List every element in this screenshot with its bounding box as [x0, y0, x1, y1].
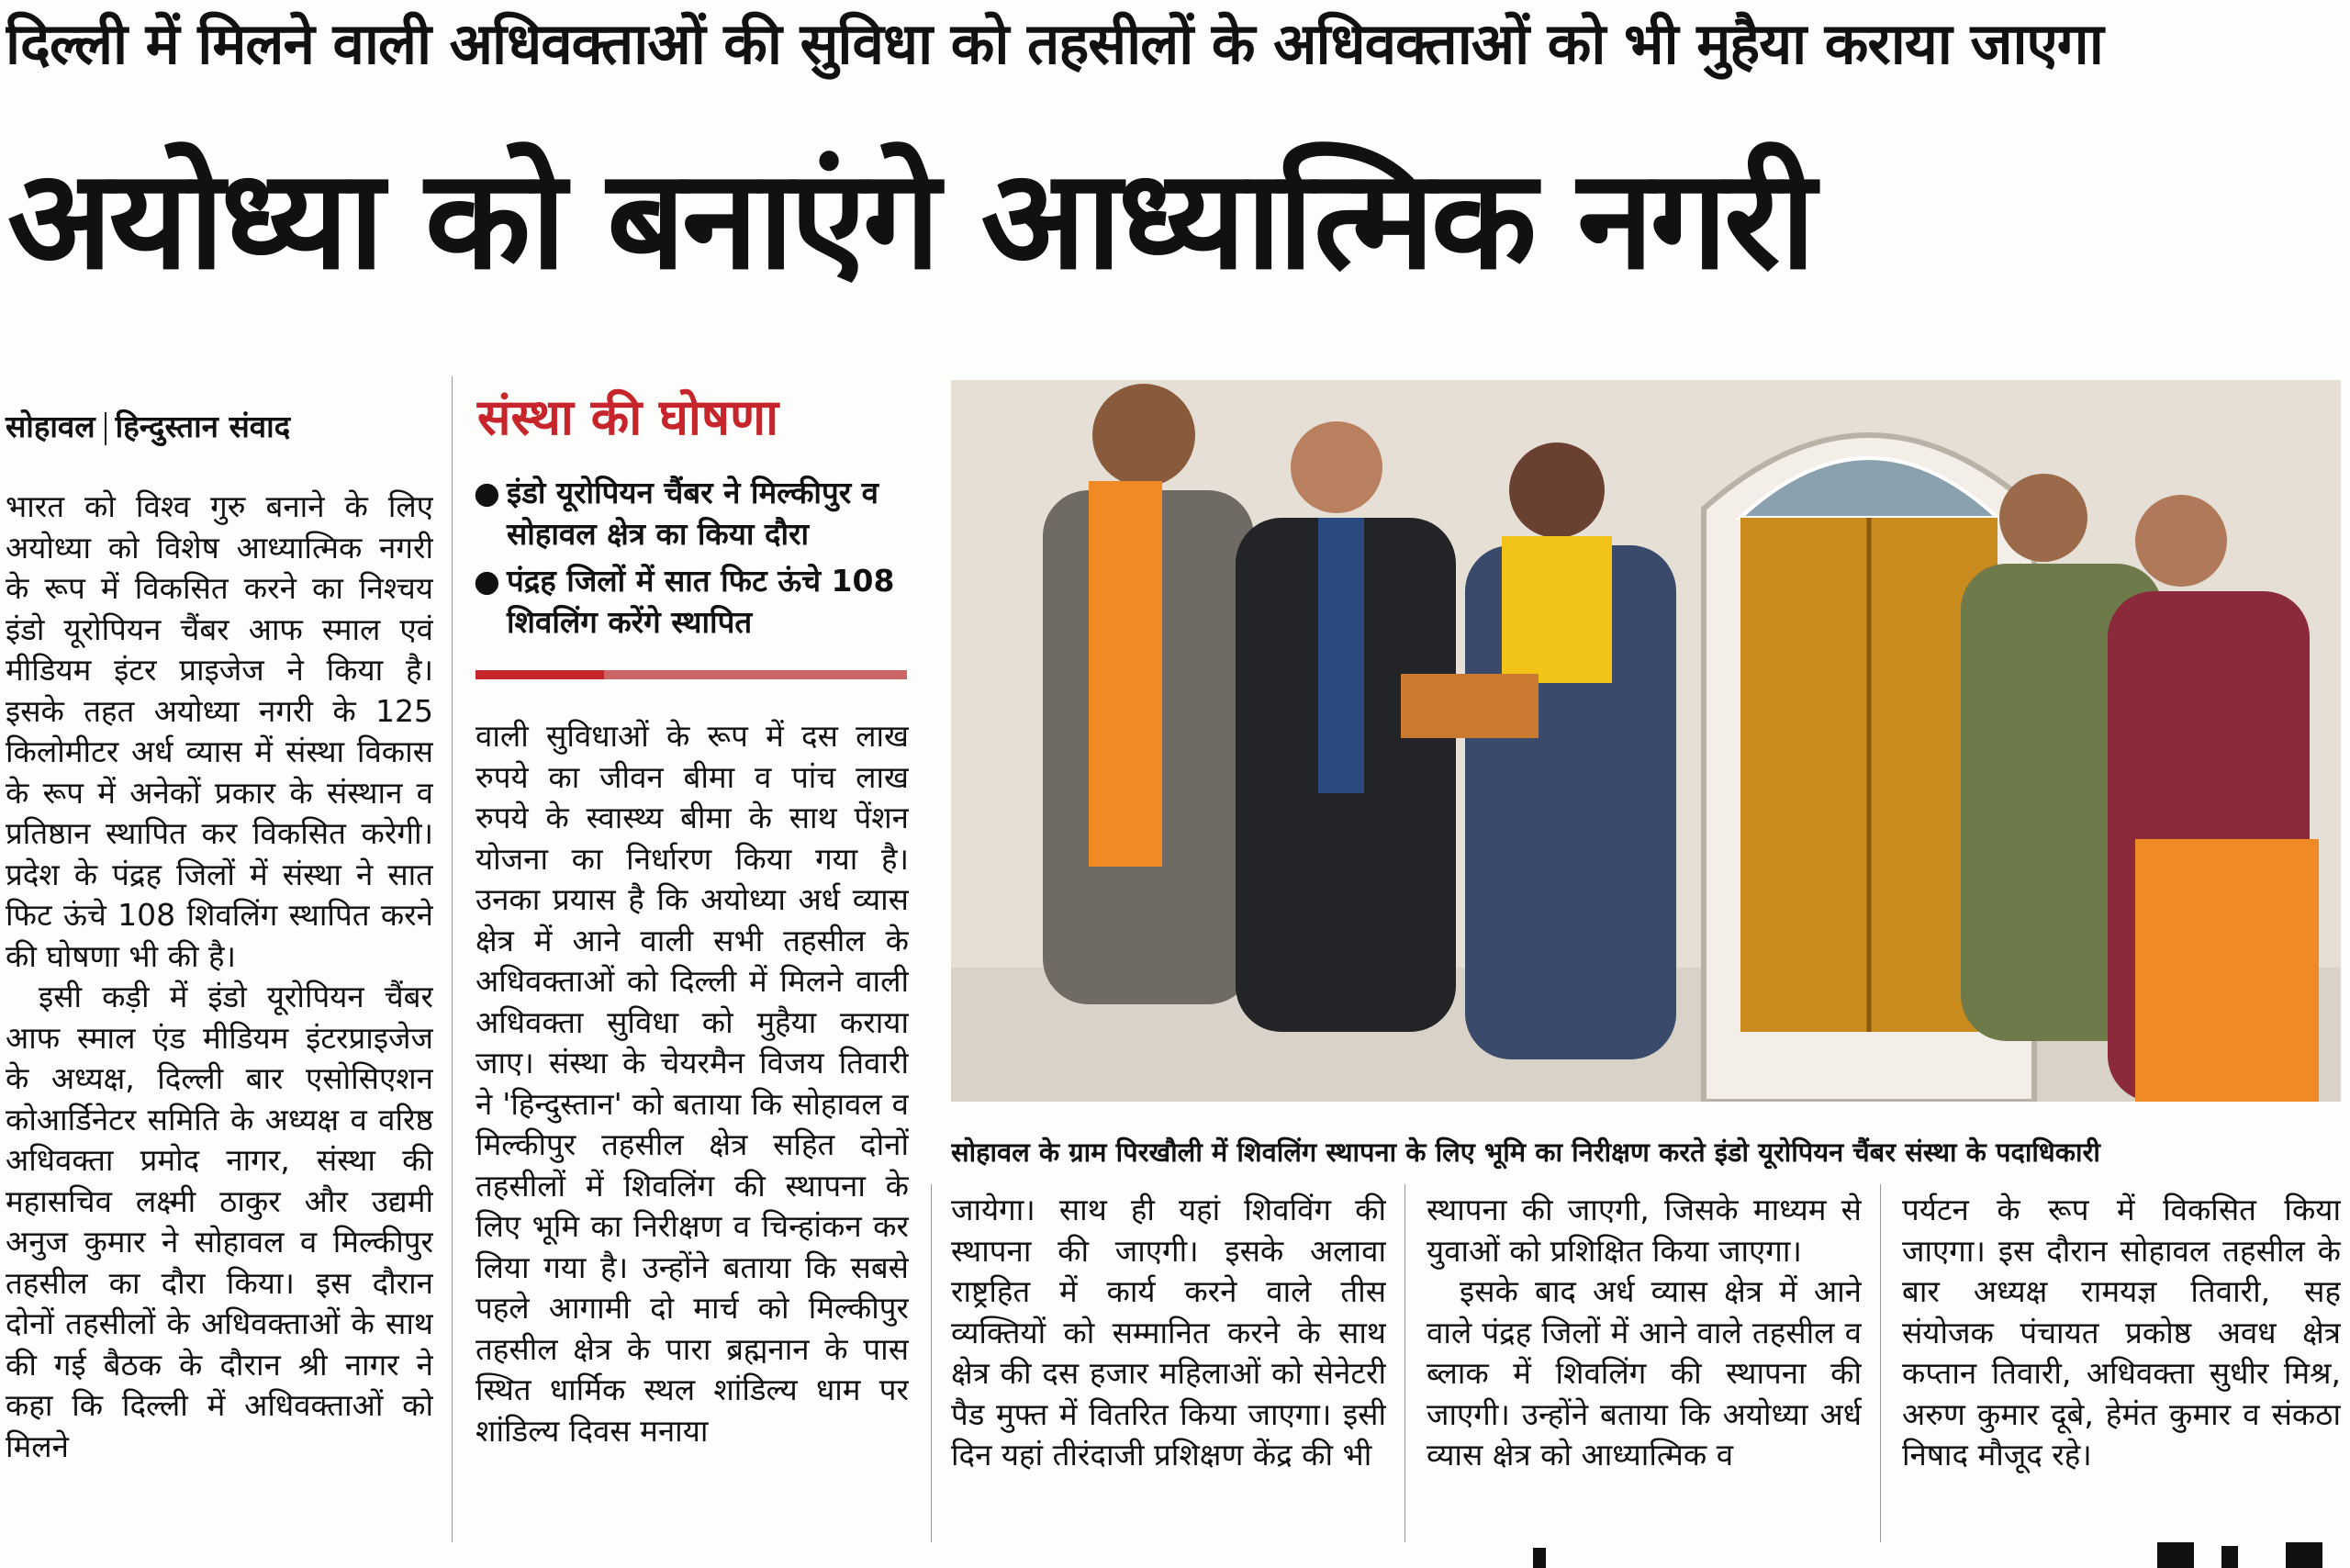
- column-2-paragraph-1: वाली सुविधाओं के रूप में दस लाख रुपये का जीवन बीमा व पांच लाख रुपये के स्वास्थ्य बीमा के साथ पेंशन योजना का निर्धारण किया गया है। उनका प्रयास है कि अयोध्या अर्ध व्यास क्षेत्र में आने वाली सभी तहसील के अधिवक्ताओं को दिल्ली में मिलने वाली अधिवक्ता सुविधा को मुहैया कराया जाए। संस्था के चेयरमैन विजय तिवारी ने 'हिन्दुस्तान' को बताया कि सोहावल व मिल्कीपुर तहसील क्षेत्र सहित दोनों तहसीलों में शिवलिंग की स्थापना के लिए भूमि का निरीक्षण व चिन्हांकन कर लिया गया है। उन्होंने बताया कि सबसे पहले आगामी दो मार्च को मिल्कीपुर तहसील क्षेत्र के पारा ब्रह्मनान के पास स्थित धार्मिक स्थल शांडिल्य धाम पर शांडिल्य दिवस मनाया: [476, 718, 909, 1449]
- bullet-dot-icon: ●: [474, 563, 500, 599]
- column-4-paragraph-2: इसके बाद अर्ध व्यास क्षेत्र में आने वाले पंद्रह जिलों में आने वाले तहसील व ब्लाक में शिवलिंग की स्थापना की जाएगी। उन्होंने बताया कि अयोध्या अर्ध व्यास क्षेत्र को आध्यात्मिक व: [1427, 1273, 1862, 1473]
- article-photo: [951, 380, 2341, 1102]
- article-column-4: [1427, 1190, 1862, 1542]
- sidebar-bullet: [474, 560, 923, 643]
- column-divider: [452, 376, 453, 1542]
- byline-source: हिन्दुस्तान संवाद: [115, 409, 291, 444]
- bullet-dot-icon: ●: [474, 475, 500, 510]
- byline-divider: [105, 412, 106, 445]
- article-headline: अयोध्या को बनाएंगे आध्यात्मिक नगरी: [7, 140, 1813, 300]
- next-headline-fragment: [1524, 1542, 2350, 1568]
- article-kicker: दिल्ली में मिलने वाली अधिवक्ताओं की सुविधा को तहसीलों के अधिवक्ताओं को भी मुहैया कराया जाएगा: [6, 10, 2103, 77]
- column-3-paragraph-1: जायेगा। साथ ही यहां शिवविंग की स्थापना की जाएगी। इसके अलावा राष्ट्रहित में कार्य करने वाले तीस व्यक्तियों को सम्मानित करने के साथ क्षेत्र की दस हजार महिलाओं को सेनेटरी पैड मुफ्त में वितरित किया जाएगा। इसी दिन यहां तीरंदाजी प्रशिक्षण केंद्र की भी: [951, 1192, 1386, 1473]
- sidebar-title: संस्था की घोषणा: [477, 388, 779, 446]
- sidebar-bullet-text: पंद्रह जिलों में सात फिट ऊंचे 108 शिवलिंग करेंगे स्थापित: [507, 563, 895, 640]
- photo-illustration: [951, 380, 2341, 1102]
- article-column-3: [951, 1190, 1386, 1542]
- column-divider: [1880, 1184, 1881, 1542]
- column-divider: [1404, 1184, 1405, 1542]
- column-4-paragraph-1: स्थापना की जाएगी, जिसके माध्यम से युवाओं को प्रशिक्षित किया जाएगा।: [1427, 1192, 1862, 1269]
- column-1-paragraph-1: भारत को विश्व गुरु बनाने के लिए अयोध्या को विशेष आध्यात्मिक नगरी के रूप में विकसित करने का निश्चय इंडो यूरोपियन चैंबर आफ स्माल एवं मीडियम इंटर प्राइजेज ने किया है। इसके तहत अयोध्या नगरी के 125 किलोमीटर अर्ध व्यास में संस्था विकास के रूप में अनेकों प्रकार के संस्थान व प्रतिष्ठान स्थापित कर विकसित करेगी। प्रदेश के पंद्रह जिलों में संस्था ने सात फिट ऊंचे 108 शिवलिंग स्थापित करने की घोषणा भी की है।: [6, 488, 433, 974]
- sidebar-bullet: [474, 472, 923, 554]
- article-column-5: [1902, 1190, 2341, 1542]
- article-column-1: [6, 487, 433, 1542]
- sidebar-bullet-text: इंडो यूरोपियन चैंबर ने मिल्कीपुर व सोहावल क्षेत्र का किया दौरा: [507, 475, 879, 552]
- sidebar-bullet-list: [474, 472, 923, 648]
- byline: [6, 404, 437, 450]
- byline-place: सोहावल: [6, 409, 95, 444]
- article-column-2: [476, 716, 909, 1542]
- column-5-paragraph-1: पर्यटन के रूप में विकसित किया जाएगा। इस दौरान सोहावल तहसील के बार अध्यक्ष रामयज्ञ तिवारी, सह संयोजक पंचायत प्रकोष्ठ अवध क्षेत्र कप्तान तिवारी, अधिवक्ता सुधीर मिश्र, अरुण कुमार दूबे, हेमंत कुमार व संकठा निषाद मौजूद रहे।: [1902, 1192, 2341, 1473]
- column-divider: [931, 1184, 932, 1542]
- column-1-paragraph-2: इसी कड़ी में इंडो यूरोपियन चैंबर आफ स्माल एंड मीडियम इंटरप्राइजेज के अध्यक्ष, दिल्ली बार एसोसिएशन कोआर्डिनेटर समिति के अध्यक्ष व वरिष्ठ अधिवक्ता प्रमोद नागर, संस्था की महासचिव लक्ष्मी ठाकुर और उद्यमी अनुज कुमार ने सोहावल व मिल्कीपुर तहसील का दौरा किया। इस दौरान दोनों तहसीलों के अधिवक्ताओं के साथ की गई बैठक के दौरान श्री नागर ने कहा कि दिल्ली में अधिवक्ताओं को मिलने: [6, 979, 433, 1464]
- sidebar-rule: [476, 670, 907, 679]
- photo-caption: सोहावल के ग्राम पिरखौली में शिवलिंग स्थापना के लिए भूमि का निरीक्षण करते इंडो यूरोपियन चैंबर संस्था के पदाधिकारी: [951, 1137, 2100, 1168]
